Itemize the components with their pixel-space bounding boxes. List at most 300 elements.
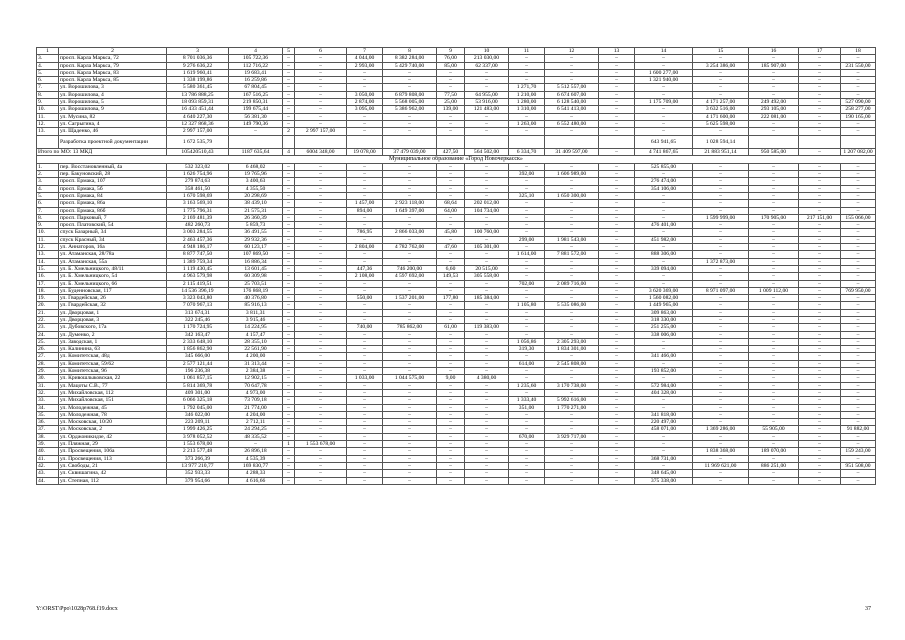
- value-cell: –: [509, 368, 545, 375]
- value-cell: –: [749, 273, 799, 280]
- value-cell: –: [799, 273, 841, 280]
- address-cell: ул. Мацоты С.В., 77: [59, 382, 167, 389]
- value-cell: –: [347, 185, 383, 192]
- value-cell: –: [509, 163, 545, 170]
- value-cell: 121 483,00: [465, 106, 509, 113]
- value-cell: –: [545, 477, 599, 484]
- value-cell: 14 536 396,19: [167, 287, 229, 294]
- value-cell: –: [509, 287, 545, 294]
- value-cell: –: [693, 273, 749, 280]
- value-cell: 4 380,00: [465, 375, 509, 382]
- value-cell: [545, 135, 599, 149]
- value-cell: –: [295, 207, 347, 214]
- value-cell: –: [799, 192, 841, 199]
- column-number: 16: [749, 48, 799, 55]
- value-cell: –: [545, 273, 599, 280]
- value-cell: –: [841, 324, 876, 331]
- row-number: 19.: [37, 295, 59, 302]
- value-cell: –: [509, 455, 545, 462]
- value-cell: –: [295, 448, 347, 455]
- address-cell: ул. Атаманская, 55а: [59, 258, 167, 265]
- value-cell: –: [693, 360, 749, 367]
- value-cell: –: [295, 273, 347, 280]
- value-cell: 9,00: [437, 375, 465, 382]
- column-number: 6: [295, 48, 347, 55]
- value-cell: –: [599, 331, 635, 338]
- address-cell: ул. Сагрыгина, 4: [59, 120, 167, 127]
- value-cell: –: [693, 236, 749, 243]
- value-cell: –: [283, 302, 295, 309]
- value-cell: –: [799, 397, 841, 404]
- value-cell: 1 619 960,41: [167, 69, 229, 76]
- value-cell: –: [599, 236, 635, 243]
- value-cell: –: [465, 477, 509, 484]
- row-number: 15.: [37, 265, 59, 272]
- value-cell: –: [437, 258, 465, 265]
- value-cell: –: [599, 360, 635, 367]
- value-cell: –: [295, 258, 347, 265]
- value-cell: –: [465, 309, 509, 316]
- value-cell: [347, 135, 383, 149]
- value-cell: –: [283, 244, 295, 251]
- value-cell: –: [383, 280, 437, 287]
- table-row: [37, 163, 876, 170]
- value-cell: 476 401,00: [635, 222, 693, 229]
- value-cell: –: [347, 411, 383, 418]
- value-cell: 322 245,46: [167, 316, 229, 323]
- table-row: [37, 265, 876, 272]
- value-cell: 451 982,00: [635, 236, 693, 243]
- value-cell: –: [283, 477, 295, 484]
- row-number: 29.: [37, 368, 59, 375]
- value-cell: –: [295, 106, 347, 113]
- value-cell: 1 449 965,00: [635, 302, 693, 309]
- value-cell: 85 916,13: [229, 302, 283, 309]
- value-cell: –: [509, 265, 545, 272]
- row-number: 5.: [37, 69, 59, 76]
- value-cell: –: [599, 324, 635, 331]
- value-cell: 2 997 157,00: [167, 128, 229, 135]
- value-cell: –: [465, 185, 509, 192]
- value-cell: 785 862,00: [383, 324, 437, 331]
- value-cell: –: [295, 346, 347, 353]
- column-number: 7: [347, 48, 383, 55]
- total-value: 37 479 039,00: [383, 149, 437, 156]
- value-cell: 888 306,00: [635, 251, 693, 258]
- value-cell: –: [841, 185, 876, 192]
- value-cell: –: [347, 338, 383, 345]
- value-cell: –: [283, 120, 295, 127]
- value-cell: 1 280,00: [509, 99, 545, 106]
- row-number: 21.: [37, 309, 59, 316]
- value-cell: –: [841, 84, 876, 91]
- value-cell: 6 066 325,18: [167, 397, 229, 404]
- row-number: 33.: [37, 397, 59, 404]
- value-cell: –: [283, 462, 295, 469]
- value-cell: –: [295, 368, 347, 375]
- value-cell: –: [283, 84, 295, 91]
- table-row: [37, 178, 876, 185]
- value-cell: –: [383, 331, 437, 338]
- value-cell: –: [509, 324, 545, 331]
- value-cell: –: [437, 411, 465, 418]
- value-cell: –: [383, 251, 437, 258]
- value-cell: –: [635, 462, 693, 469]
- table-row: [37, 214, 876, 221]
- value-cell: –: [545, 229, 599, 236]
- value-cell: –: [599, 295, 635, 302]
- total-row: [37, 149, 876, 156]
- value-cell: –: [347, 360, 383, 367]
- value-cell: –: [283, 113, 295, 120]
- value-cell: –: [347, 316, 383, 323]
- value-cell: –: [295, 397, 347, 404]
- value-cell: –: [799, 360, 841, 367]
- value-cell: 1 670 598,69: [167, 192, 229, 199]
- value-cell: 5 429 740,00: [383, 62, 437, 69]
- value-cell: –: [635, 441, 693, 448]
- value-cell: 60 309,98: [229, 273, 283, 280]
- value-cell: 31 313,44: [229, 360, 283, 367]
- value-cell: –: [465, 441, 509, 448]
- value-cell: –: [295, 62, 347, 69]
- value-cell: –: [509, 244, 545, 251]
- value-cell: –: [599, 113, 635, 120]
- value-cell: [437, 135, 465, 149]
- value-cell: –: [545, 462, 599, 469]
- address-cell: просп. Карла Маркса, 72: [59, 55, 167, 62]
- value-cell: –: [465, 368, 509, 375]
- value-cell: –: [599, 84, 635, 91]
- value-cell: –: [693, 244, 749, 251]
- value-cell: –: [383, 455, 437, 462]
- table-row: [37, 462, 876, 469]
- address-cell: ул. Б. Хмельницкого, 54: [59, 273, 167, 280]
- column-number: 18: [841, 48, 876, 55]
- value-cell: 185 907,00: [749, 62, 799, 69]
- value-cell: –: [283, 62, 295, 69]
- value-cell: –: [693, 265, 749, 272]
- value-cell: 279 874,63: [167, 178, 229, 185]
- value-cell: –: [545, 244, 599, 251]
- value-cell: –: [799, 389, 841, 396]
- value-cell: –: [509, 470, 545, 477]
- value-cell: –: [599, 229, 635, 236]
- value-cell: –: [799, 462, 841, 469]
- value-cell: [841, 135, 876, 149]
- value-cell: –: [347, 192, 383, 199]
- value-cell: –: [437, 404, 465, 411]
- value-cell: –: [383, 433, 437, 440]
- value-cell: –: [841, 280, 876, 287]
- value-cell: –: [545, 200, 599, 207]
- value-cell: 13 601,45: [229, 265, 283, 272]
- value-cell: –: [693, 200, 749, 207]
- value-cell: –: [383, 316, 437, 323]
- value-cell: –: [465, 389, 509, 396]
- value-cell: 40 376,80: [229, 295, 283, 302]
- address-cell: пер. Восстановленный, 4а: [59, 163, 167, 170]
- value-cell: 170 905,00: [749, 214, 799, 221]
- value-cell: –: [347, 287, 383, 294]
- value-cell: –: [749, 309, 799, 316]
- value-cell: –: [347, 84, 383, 91]
- table-row: [37, 207, 876, 214]
- table-row: [37, 360, 876, 367]
- value-cell: –: [693, 251, 749, 258]
- value-cell: –: [749, 222, 799, 229]
- address-cell: ул. Гвардейская, 26: [59, 295, 167, 302]
- value-cell: –: [545, 448, 599, 455]
- value-cell: 85,00: [437, 62, 465, 69]
- value-cell: –: [283, 171, 295, 178]
- value-cell: –: [465, 69, 509, 76]
- value-cell: –: [437, 433, 465, 440]
- value-cell: –: [437, 441, 465, 448]
- column-number: 5: [283, 48, 295, 55]
- value-cell: –: [283, 163, 295, 170]
- address-cell: просп. Ермака, 84: [59, 192, 167, 199]
- value-cell: –: [283, 69, 295, 76]
- value-cell: –: [295, 84, 347, 91]
- value-cell: –: [295, 419, 347, 426]
- value-cell: –: [229, 128, 283, 135]
- value-cell: –: [295, 455, 347, 462]
- value-cell: 62 337,00: [465, 62, 509, 69]
- value-cell: 2 923 118,00: [383, 200, 437, 207]
- total-value: 950 585,00: [749, 149, 799, 156]
- value-cell: 45,80: [437, 229, 465, 236]
- value-cell: –: [635, 244, 693, 251]
- value-cell: 8 701 036,36: [167, 55, 229, 62]
- value-cell: –: [437, 192, 465, 199]
- value-cell: 2 874,00: [347, 99, 383, 106]
- value-cell: –: [295, 302, 347, 309]
- value-cell: 572 984,00: [635, 382, 693, 389]
- value-cell: –: [635, 448, 693, 455]
- value-cell: –: [693, 91, 749, 98]
- table-row: [37, 273, 876, 280]
- value-cell: –: [841, 207, 876, 214]
- value-cell: –: [799, 171, 841, 178]
- address-cell: ул. Буденновская, 117: [59, 287, 167, 294]
- table-row: [37, 411, 876, 418]
- address-cell: просп. Ермака, 5б: [59, 185, 167, 192]
- value-cell: –: [347, 419, 383, 426]
- value-cell: 1 775 796,31: [167, 207, 229, 214]
- value-cell: –: [635, 120, 693, 127]
- value-cell: 105 301,00: [465, 244, 509, 251]
- value-cell: –: [545, 258, 599, 265]
- address-cell: ул. Ворошилова, 3: [59, 84, 167, 91]
- value-cell: –: [545, 295, 599, 302]
- value-cell: –: [841, 389, 876, 396]
- value-cell: –: [509, 178, 545, 185]
- value-cell: –: [465, 302, 509, 309]
- value-cell: –: [749, 441, 799, 448]
- row-number: 4.: [37, 62, 59, 69]
- value-cell: [229, 135, 283, 149]
- value-cell: –: [841, 251, 876, 258]
- value-cell: –: [749, 200, 799, 207]
- value-cell: 643 941,65: [635, 135, 693, 149]
- row-number: 7.: [37, 84, 59, 91]
- value-cell: 107 869,50: [229, 251, 283, 258]
- total-value: 4: [283, 149, 295, 156]
- value-cell: –: [383, 302, 437, 309]
- value-cell: –: [295, 222, 347, 229]
- value-cell: –: [635, 62, 693, 69]
- value-cell: –: [841, 477, 876, 484]
- value-cell: –: [693, 229, 749, 236]
- capital-repair-table: [36, 47, 876, 485]
- value-cell: –: [599, 77, 635, 84]
- value-cell: –: [545, 55, 599, 62]
- table-row: [37, 316, 876, 323]
- row-number: 2.: [37, 171, 59, 178]
- value-cell: –: [749, 397, 799, 404]
- address-cell: ул. Просвещения, 113: [59, 455, 167, 462]
- value-cell: 4 171 600,00: [693, 113, 749, 120]
- value-cell: –: [841, 338, 876, 345]
- value-cell: –: [693, 404, 749, 411]
- row-number: 38.: [37, 433, 59, 440]
- address-cell: ул. Молодежная, 45: [59, 404, 167, 411]
- value-cell: –: [599, 128, 635, 135]
- value-cell: –: [283, 222, 295, 229]
- value-cell: 6 879 808,00: [383, 91, 437, 98]
- value-cell: –: [749, 295, 799, 302]
- value-cell: 2 108,00: [347, 273, 383, 280]
- value-cell: 525 855,00: [635, 163, 693, 170]
- value-cell: –: [347, 128, 383, 135]
- value-cell: –: [509, 113, 545, 120]
- value-cell: –: [295, 295, 347, 302]
- value-cell: –: [635, 200, 693, 207]
- value-cell: –: [635, 338, 693, 345]
- address-cell: ул. Московская, 2: [59, 426, 167, 433]
- value-cell: –: [749, 316, 799, 323]
- value-cell: –: [509, 477, 545, 484]
- value-cell: –: [437, 470, 465, 477]
- column-number: 9: [437, 48, 465, 55]
- value-cell: –: [295, 433, 347, 440]
- value-cell: –: [635, 84, 693, 91]
- value-cell: 4 973,00: [229, 389, 283, 396]
- value-cell: 4 044,00: [347, 55, 383, 62]
- value-cell: 375 338,00: [635, 477, 693, 484]
- value-cell: –: [599, 419, 635, 426]
- value-cell: –: [283, 106, 295, 113]
- value-cell: –: [841, 368, 876, 375]
- value-cell: 26 896,18: [229, 448, 283, 455]
- value-cell: –: [437, 477, 465, 484]
- value-cell: –: [465, 353, 509, 360]
- value-cell: –: [465, 382, 509, 389]
- value-cell: –: [465, 120, 509, 127]
- address-cell: ул. Орджоникидзе, 42: [59, 433, 167, 440]
- value-cell: 3 620 369,00: [635, 287, 693, 294]
- value-cell: –: [635, 273, 693, 280]
- value-cell: 409 301,00: [167, 389, 229, 396]
- value-cell: 4 200,00: [229, 353, 283, 360]
- value-cell: –: [799, 353, 841, 360]
- value-cell: 199 675,44: [229, 106, 283, 113]
- address-cell: ул. Молодежная, 78: [59, 411, 167, 418]
- value-cell: 231 550,00: [841, 62, 876, 69]
- value-cell: –: [509, 200, 545, 207]
- value-cell: –: [693, 185, 749, 192]
- value-cell: –: [841, 192, 876, 199]
- value-cell: 8 877 747,50: [167, 251, 229, 258]
- value-cell: –: [841, 419, 876, 426]
- value-cell: –: [437, 316, 465, 323]
- value-cell: 1 338 199,86: [167, 77, 229, 84]
- table-row: [37, 185, 876, 192]
- table-row: [37, 389, 876, 396]
- value-cell: –: [799, 316, 841, 323]
- value-cell: –: [841, 163, 876, 170]
- value-cell: –: [383, 441, 437, 448]
- value-cell: –: [383, 353, 437, 360]
- table-row: [37, 419, 876, 426]
- value-cell: –: [693, 470, 749, 477]
- value-cell: –: [545, 69, 599, 76]
- address-cell: просп. Карла Маркса, 83: [59, 69, 167, 76]
- value-cell: –: [749, 192, 799, 199]
- address-cell: ул. Аннаторов, 16а: [59, 244, 167, 251]
- value-cell: 29 932,36: [229, 236, 283, 243]
- value-cell: –: [347, 462, 383, 469]
- address-cell: просп. Карла Маркса, 79: [59, 62, 167, 69]
- value-cell: 1: [283, 441, 295, 448]
- value-cell: 25,00: [437, 99, 465, 106]
- value-cell: –: [383, 163, 437, 170]
- value-cell: –: [841, 382, 876, 389]
- value-cell: –: [693, 375, 749, 382]
- value-cell: 139,00: [437, 106, 465, 113]
- value-cell: –: [599, 99, 635, 106]
- column-number: 14: [635, 48, 693, 55]
- value-cell: –: [383, 258, 437, 265]
- value-cell: –: [383, 185, 437, 192]
- row-number: 13.: [37, 251, 59, 258]
- value-cell: 2 384,38: [229, 368, 283, 375]
- value-cell: 532 323,02: [167, 163, 229, 170]
- value-cell: –: [799, 433, 841, 440]
- value-cell: –: [799, 448, 841, 455]
- value-cell: –: [283, 192, 295, 199]
- value-cell: 3 632 516,00: [693, 106, 749, 113]
- address-cell: спуск Красный, 34: [59, 236, 167, 243]
- address-cell: ул. Щаденко, 46: [59, 128, 167, 135]
- value-cell: –: [295, 214, 347, 221]
- value-cell: 25 703,51: [229, 280, 283, 287]
- value-cell: –: [841, 411, 876, 418]
- value-cell: –: [841, 69, 876, 76]
- value-cell: 325,10: [509, 192, 545, 199]
- value-cell: –: [383, 128, 437, 135]
- value-cell: –: [509, 375, 545, 382]
- value-cell: –: [545, 389, 599, 396]
- value-cell: –: [295, 192, 347, 199]
- value-cell: 352 933,33: [167, 470, 229, 477]
- value-cell: –: [749, 368, 799, 375]
- value-cell: –: [347, 302, 383, 309]
- value-cell: 53 916,00: [465, 99, 509, 106]
- table-row: [37, 331, 876, 338]
- row-number: 41.: [37, 455, 59, 462]
